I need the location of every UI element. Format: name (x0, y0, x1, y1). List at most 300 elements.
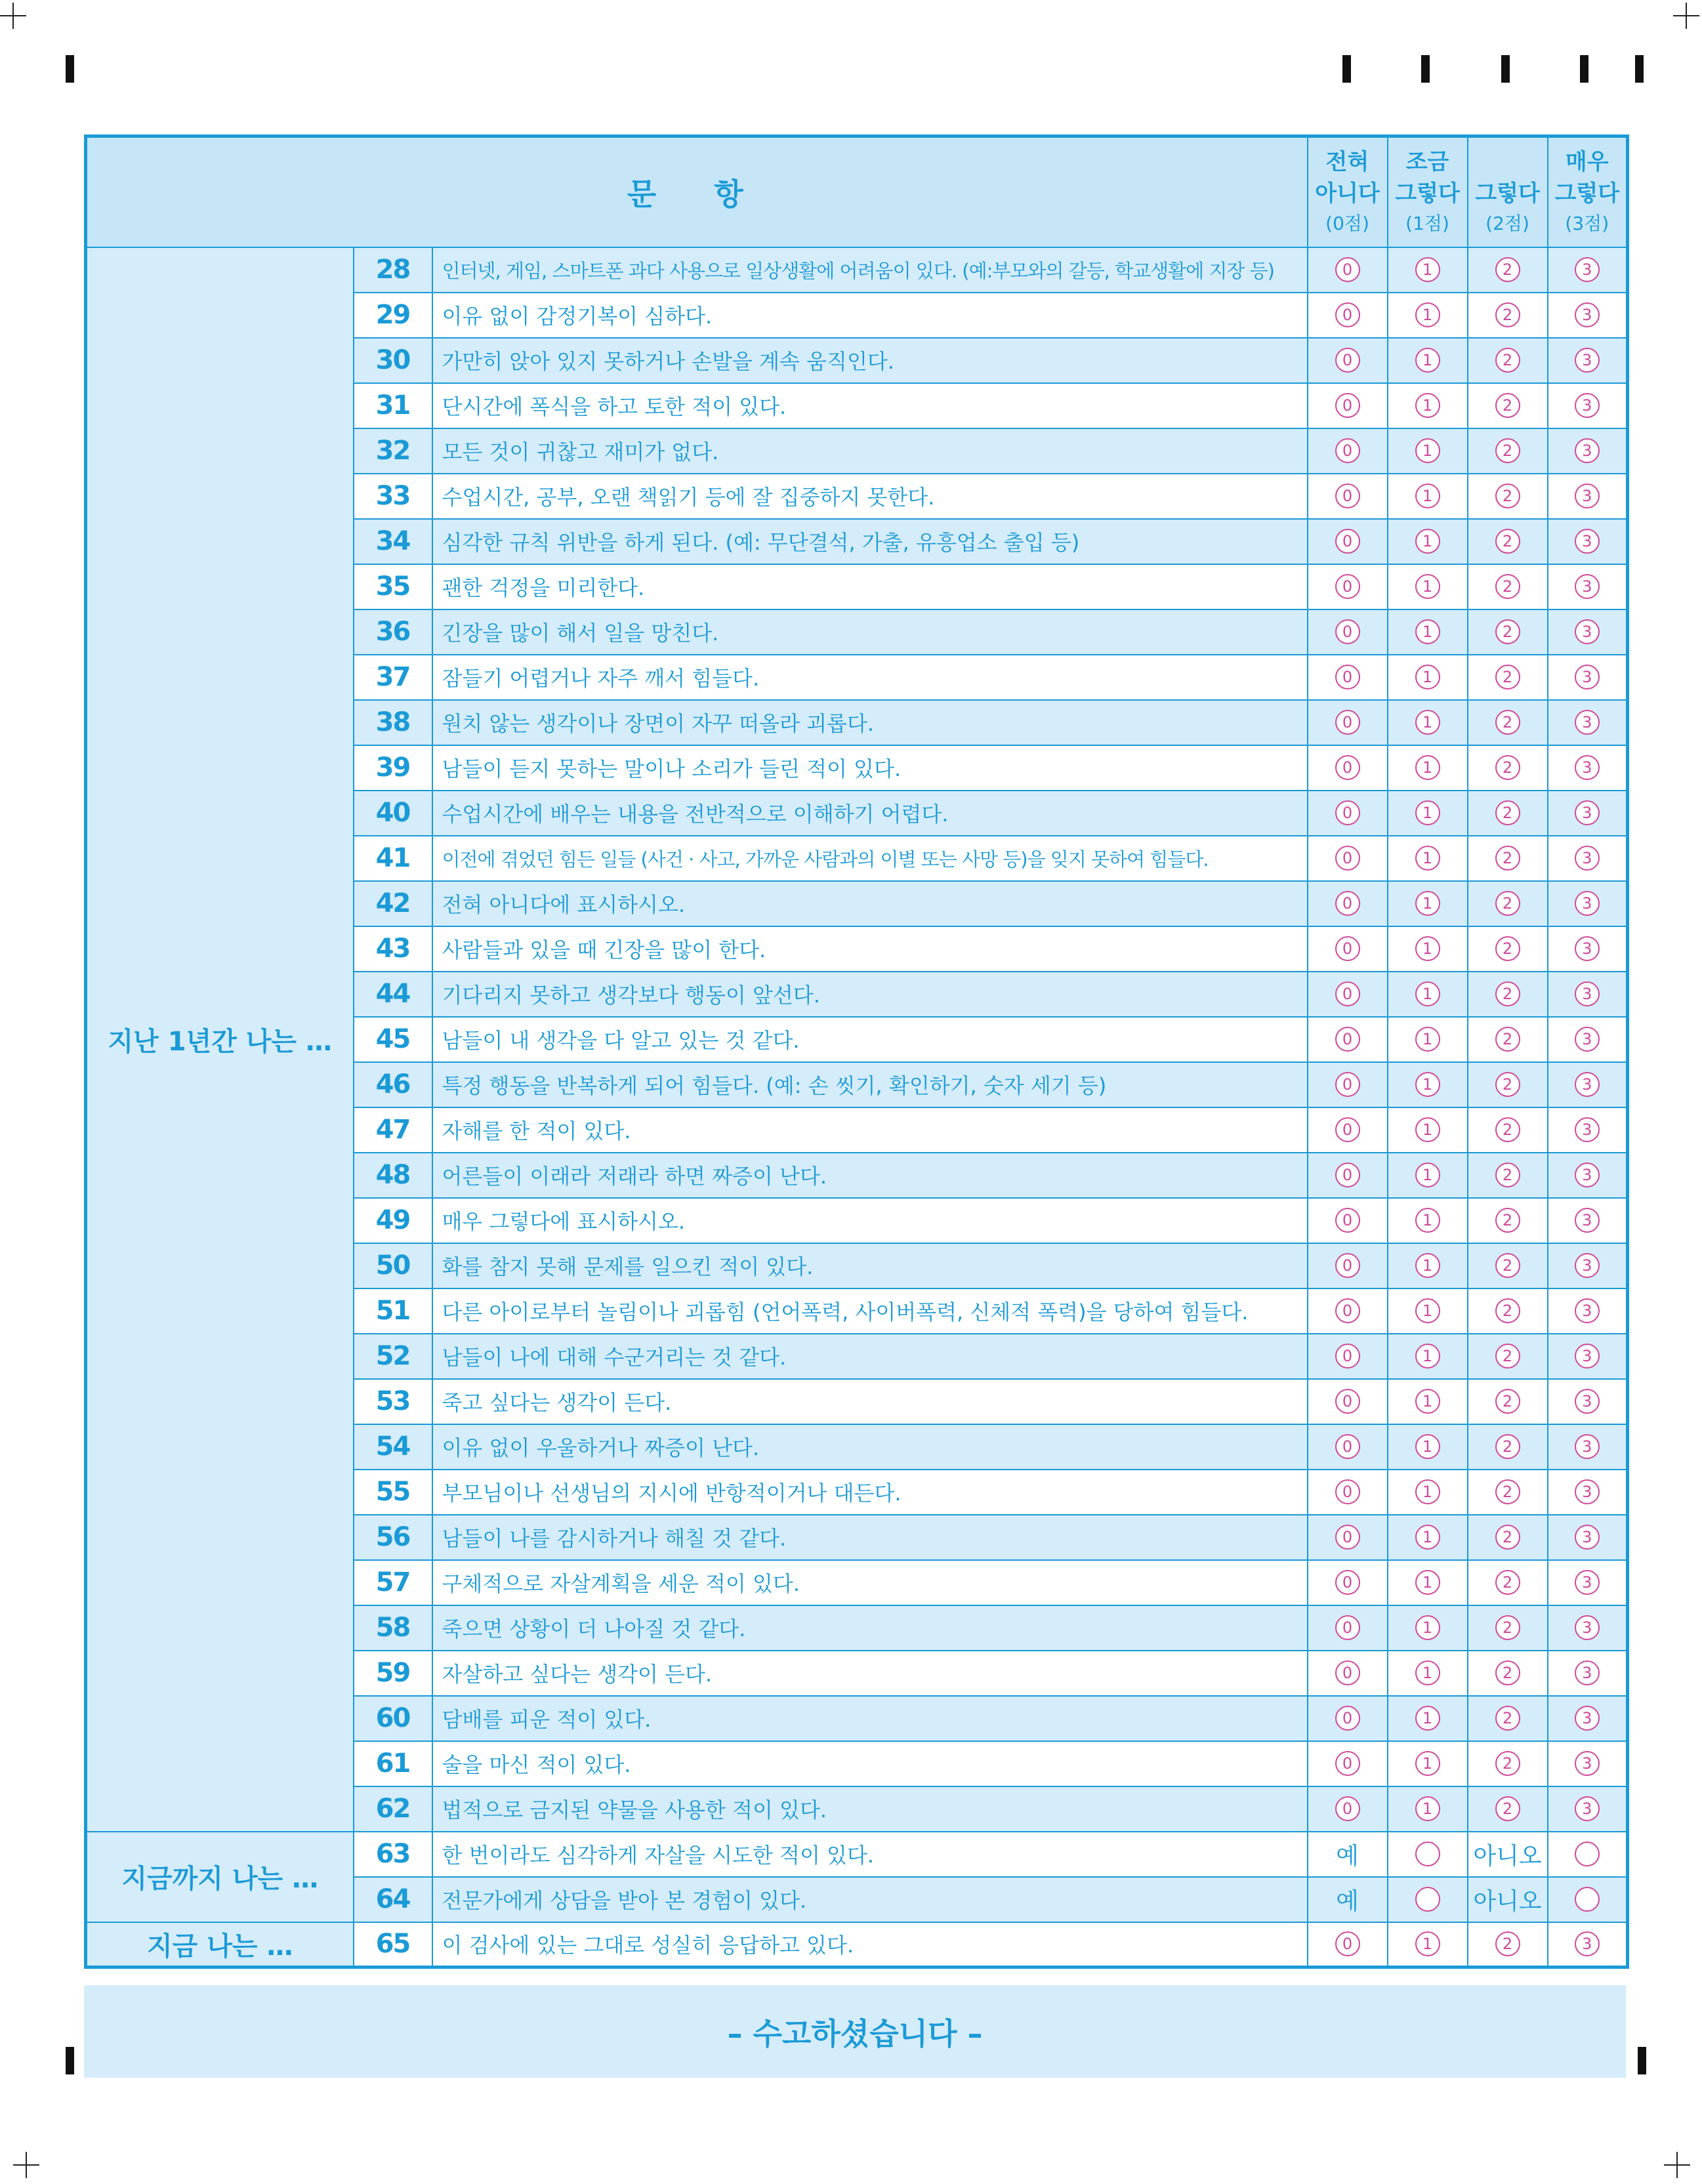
answer-cell (1548, 1424, 1628, 1470)
answer-bubble-0[interactable]: 0 (1335, 1660, 1360, 1685)
answer-bubble-0[interactable]: 0 (1335, 891, 1360, 916)
question-text: 남들이 듣지 못하는 말이나 소리가 들린 적이 있다. (432, 745, 1308, 791)
question-number: 43 (354, 926, 432, 972)
answer-bubble-0[interactable]: 0 (1335, 755, 1360, 780)
question-text: 이 검사에 있는 그대로 성실히 응답하고 있다. (432, 1922, 1308, 1968)
answer-bubble-2[interactable]: 2 (1495, 529, 1520, 554)
answer-bubble-0[interactable]: 0 (1335, 1298, 1360, 1323)
answer-bubble-3[interactable]: 3 (1575, 257, 1600, 282)
question-rows (86, 247, 1628, 1968)
answer-cell (1308, 1741, 1388, 1786)
answer-bubble-1[interactable]: 1 (1415, 1525, 1440, 1550)
answer-bubble-2[interactable]: 2 (1495, 800, 1520, 825)
question-text: 자해를 한 적이 있다. (432, 1107, 1308, 1153)
answer-cell (1308, 836, 1388, 881)
answer-cell (1468, 474, 1548, 519)
answer-bubble-0[interactable]: 0 (1335, 936, 1360, 961)
answer-bubble-1[interactable]: 1 (1415, 1615, 1440, 1640)
answer-bubble-0[interactable]: 0 (1335, 1117, 1360, 1142)
answer-cell (1548, 1153, 1628, 1198)
answer-cell (1308, 1107, 1388, 1153)
question-number: 37 (354, 655, 432, 700)
answer-bubble-0[interactable]: 0 (1335, 438, 1360, 463)
answer-cell (1388, 1288, 1468, 1334)
answer-bubble-1[interactable]: 1 (1415, 1931, 1440, 1956)
answer-cell (1468, 519, 1548, 564)
answer-bubble-3[interactable]: 3 (1575, 1434, 1600, 1459)
answer-bubble-3[interactable]: 3 (1575, 574, 1600, 599)
answer-bubble-3[interactable]: 3 (1575, 302, 1600, 327)
answer-cell (1468, 383, 1548, 428)
answer-cell (1468, 655, 1548, 700)
answer-bubble-1[interactable]: 1 (1415, 981, 1440, 1006)
answer-cell (1308, 1560, 1388, 1605)
answer-cell (1308, 609, 1388, 655)
question-text: 인터넷, 게임, 스마트폰 과다 사용으로 일상생활에 어려움이 있다. (예:부모와의 갈등, 학교생활에 지장 등) (432, 247, 1308, 293)
answer-bubble-3[interactable]: 3 (1575, 1253, 1600, 1278)
answer-cell (1548, 338, 1628, 383)
answer-cell (1468, 836, 1548, 881)
answer-cell (1468, 1107, 1548, 1153)
answer-bubble-3[interactable]: 3 (1575, 393, 1600, 418)
answer-bubble-3[interactable]: 3 (1575, 1706, 1600, 1731)
question-number: 32 (354, 428, 432, 474)
answer-cell (1388, 1877, 1468, 1922)
question-text: 한 번이라도 심각하게 자살을 시도한 적이 있다. (432, 1832, 1308, 1877)
answer-bubble-1[interactable]: 1 (1415, 710, 1440, 735)
yes-bubble[interactable] (1415, 1887, 1440, 1912)
answer-bubble-1[interactable]: 1 (1415, 1434, 1440, 1459)
answer-cell (1388, 745, 1468, 791)
answer-bubble-1[interactable]: 1 (1415, 936, 1440, 961)
answer-bubble-0[interactable]: 0 (1335, 981, 1360, 1006)
answer-bubble-1[interactable]: 1 (1415, 529, 1440, 554)
answer-bubble-3[interactable]: 3 (1575, 438, 1600, 463)
answer-cell (1308, 1288, 1388, 1334)
answer-bubble-0[interactable]: 0 (1335, 1389, 1360, 1414)
answer-cell (1468, 1605, 1548, 1651)
question-text: 자살하고 싶다는 생각이 든다. (432, 1651, 1308, 1696)
answer-bubble-0[interactable]: 0 (1335, 1344, 1360, 1369)
answer-bubble-1[interactable]: 1 (1415, 1479, 1440, 1504)
answer-bubble-2[interactable]: 2 (1495, 846, 1520, 871)
answer-bubble-0[interactable]: 0 (1335, 302, 1360, 327)
answer-cell (1548, 1017, 1628, 1062)
answer-bubble-1[interactable]: 1 (1415, 1796, 1440, 1821)
question-number: 29 (354, 293, 432, 338)
question-text: 특정 행동을 반복하게 되어 힘들다. (예: 손 씻기, 확인하기, 숫자 세기 등) (432, 1062, 1308, 1107)
answer-bubble-1[interactable]: 1 (1415, 393, 1440, 418)
question-text: 구체적으로 자살계획을 세운 적이 있다. (432, 1560, 1308, 1605)
answer-cell (1388, 1424, 1468, 1470)
option-points: (3점) (1565, 212, 1609, 234)
answer-bubble-2[interactable]: 2 (1495, 891, 1520, 916)
question-text: 매우 그렇다에 표시하시오. (432, 1198, 1308, 1243)
answer-cell (1468, 1922, 1548, 1968)
answer-bubble-3[interactable]: 3 (1575, 1163, 1600, 1187)
answer-bubble-1[interactable]: 1 (1415, 1298, 1440, 1323)
answer-cell (1308, 1153, 1388, 1198)
answer-bubble-0[interactable]: 0 (1335, 574, 1360, 599)
question-number: 35 (354, 564, 432, 609)
answer-cell (1308, 428, 1388, 474)
answer-bubble-1[interactable]: 1 (1415, 438, 1440, 463)
question-number: 41 (354, 836, 432, 881)
answer-bubble-3[interactable]: 3 (1575, 529, 1600, 554)
answer-bubble-2[interactable]: 2 (1495, 710, 1520, 735)
answer-bubble-1[interactable]: 1 (1415, 755, 1440, 780)
answer-bubble-2[interactable]: 2 (1495, 1751, 1520, 1776)
answer-cell (1308, 1696, 1388, 1741)
answer-cell (1548, 428, 1628, 474)
option-points: (1점) (1405, 212, 1449, 234)
answer-cell (1468, 1786, 1548, 1832)
answer-cell (1388, 383, 1468, 428)
answer-bubble-3[interactable]: 3 (1575, 1570, 1600, 1595)
answer-bubble-2[interactable]: 2 (1495, 981, 1520, 1006)
answer-bubble-1[interactable]: 1 (1415, 891, 1440, 916)
question-number: 48 (354, 1153, 432, 1198)
answer-cell (1468, 1424, 1548, 1470)
answer-bubble-3[interactable]: 3 (1575, 484, 1600, 508)
option-line2: 그렇다 (1395, 180, 1460, 207)
answer-bubble-0[interactable]: 0 (1335, 348, 1360, 373)
answer-cell (1548, 247, 1628, 293)
answer-bubble-2[interactable]: 2 (1495, 1796, 1520, 1821)
answer-bubble-2[interactable]: 2 (1495, 1525, 1520, 1550)
question-text: 이유 없이 우울하거나 짜증이 난다. (432, 1424, 1308, 1470)
answer-cell (1388, 700, 1468, 745)
question-text: 남들이 내 생각을 다 알고 있는 것 같다. (432, 1017, 1308, 1062)
answer-bubble-3[interactable]: 3 (1575, 755, 1600, 780)
answer-bubble-3[interactable]: 3 (1575, 619, 1600, 644)
answer-bubble-2[interactable]: 2 (1495, 1615, 1520, 1640)
answer-bubble-2[interactable]: 2 (1495, 1208, 1520, 1233)
answer-cell (1308, 383, 1388, 428)
timing-mark (66, 55, 74, 83)
answer-bubble-2[interactable]: 2 (1495, 484, 1520, 508)
answer-bubble-0[interactable]: 0 (1335, 1796, 1360, 1821)
question-number: 42 (354, 881, 432, 926)
answer-cell (1308, 474, 1388, 519)
answer-bubble-1[interactable]: 1 (1415, 1027, 1440, 1052)
answer-bubble-3[interactable]: 3 (1575, 1072, 1600, 1097)
no-bubble[interactable] (1575, 1842, 1600, 1866)
answer-bubble-1[interactable]: 1 (1415, 1117, 1440, 1142)
answer-cell (1388, 1107, 1468, 1153)
question-text: 술을 마신 적이 있다. (432, 1741, 1308, 1786)
answer-bubble-0[interactable]: 0 (1335, 619, 1360, 644)
answer-bubble-1[interactable]: 1 (1415, 619, 1440, 644)
answer-cell (1308, 519, 1388, 564)
answer-bubble-3[interactable]: 3 (1575, 1525, 1600, 1550)
answer-bubble-3[interactable]: 3 (1575, 1389, 1600, 1414)
answer-bubble-0[interactable]: 0 (1335, 1253, 1360, 1278)
answer-bubble-2[interactable]: 2 (1495, 1027, 1520, 1052)
question-text: 긴장을 많이 해서 일을 망친다. (432, 609, 1308, 655)
answer-cell (1308, 1832, 1388, 1877)
answer-cell (1548, 836, 1628, 881)
answer-bubble-2[interactable]: 2 (1495, 1479, 1520, 1504)
option-line1: 조금 (1405, 148, 1449, 175)
answer-bubble-1[interactable]: 1 (1415, 800, 1440, 825)
answer-bubble-0[interactable]: 0 (1335, 1027, 1360, 1052)
timing-mark (1635, 55, 1644, 83)
answer-cell (1388, 1741, 1468, 1786)
answer-bubble-0[interactable]: 0 (1335, 393, 1360, 418)
question-text: 단시간에 폭식을 하고 토한 적이 있다. (432, 383, 1308, 428)
answer-cell (1308, 655, 1388, 700)
answer-cell (1308, 1651, 1388, 1696)
question-row (86, 247, 1628, 293)
answer-bubble-2[interactable]: 2 (1495, 936, 1520, 961)
answer-cell (1468, 1288, 1548, 1334)
answer-cell (1548, 926, 1628, 972)
answer-bubble-2[interactable]: 2 (1495, 1389, 1520, 1414)
section-label: 지금 나는 … (86, 1922, 354, 1968)
answer-cell (1388, 338, 1468, 383)
answer-cell (1388, 1515, 1468, 1560)
answer-cell (1468, 428, 1548, 474)
answer-bubble-3[interactable]: 3 (1575, 348, 1600, 373)
answer-cell (1548, 293, 1628, 338)
answer-bubble-0[interactable]: 0 (1335, 484, 1360, 508)
answer-cell (1308, 1379, 1388, 1424)
answer-bubble-1[interactable]: 1 (1415, 1389, 1440, 1414)
answer-bubble-1[interactable]: 1 (1415, 665, 1440, 690)
answer-cell (1388, 655, 1468, 700)
answer-cell (1548, 655, 1628, 700)
answer-cell (1308, 564, 1388, 609)
answer-cell (1468, 609, 1548, 655)
answer-bubble-2[interactable]: 2 (1495, 1163, 1520, 1187)
answer-cell (1548, 474, 1628, 519)
answer-bubble-2[interactable]: 2 (1495, 1570, 1520, 1595)
answer-bubble-2[interactable]: 2 (1495, 755, 1520, 780)
question-text: 심각한 규칙 위반을 하게 된다. (예: 무단결석, 가출, 유흥업소 출입 등) (432, 519, 1308, 564)
answer-bubble-0[interactable]: 0 (1335, 800, 1360, 825)
answer-bubble-2[interactable]: 2 (1495, 1253, 1520, 1278)
answer-bubble-1[interactable]: 1 (1415, 1751, 1440, 1776)
answer-cell (1548, 1379, 1628, 1424)
answer-bubble-1[interactable]: 1 (1415, 1344, 1440, 1369)
question-number: 57 (354, 1560, 432, 1605)
answer-bubble-3[interactable]: 3 (1575, 936, 1600, 961)
answer-cell (1548, 1334, 1628, 1379)
answer-bubble-0[interactable]: 0 (1335, 1434, 1360, 1459)
answer-cell (1548, 1515, 1628, 1560)
answer-cell (1468, 1017, 1548, 1062)
yes-bubble[interactable] (1415, 1842, 1440, 1866)
answer-cell (1388, 1334, 1468, 1379)
answer-bubble-3[interactable]: 3 (1575, 1344, 1600, 1369)
answer-bubble-0[interactable]: 0 (1335, 1706, 1360, 1731)
answer-bubble-1[interactable]: 1 (1415, 302, 1440, 327)
answer-cell (1388, 791, 1468, 836)
question-number: 45 (354, 1017, 432, 1062)
answer-cell (1468, 1832, 1548, 1877)
answer-bubble-1[interactable]: 1 (1415, 1570, 1440, 1595)
answer-bubble-0[interactable]: 0 (1335, 1525, 1360, 1550)
answer-bubble-3[interactable]: 3 (1575, 1117, 1600, 1142)
answer-bubble-3[interactable]: 3 (1575, 665, 1600, 690)
answer-cell (1308, 293, 1388, 338)
answer-bubble-1[interactable]: 1 (1415, 348, 1440, 373)
option-header-2 (1468, 136, 1548, 247)
answer-bubble-2[interactable]: 2 (1495, 257, 1520, 282)
answer-bubble-3[interactable]: 3 (1575, 1660, 1600, 1685)
answer-cell (1388, 1922, 1468, 1968)
answer-bubble-2[interactable]: 2 (1495, 1072, 1520, 1097)
question-text: 사람들과 있을 때 긴장을 많이 한다. (432, 926, 1308, 972)
question-number: 63 (354, 1832, 432, 1877)
answer-cell (1548, 383, 1628, 428)
answer-bubble-0[interactable]: 0 (1335, 1615, 1360, 1640)
no-bubble[interactable] (1575, 1887, 1600, 1912)
no-label: 아니오 (1473, 1887, 1542, 1915)
question-number: 30 (354, 338, 432, 383)
question-number: 49 (354, 1198, 432, 1243)
answer-bubble-3[interactable]: 3 (1575, 1027, 1600, 1052)
question-number: 53 (354, 1379, 432, 1424)
answer-cell (1548, 1922, 1628, 1968)
answer-cell (1468, 881, 1548, 926)
answer-bubble-1[interactable]: 1 (1415, 1072, 1440, 1097)
answer-bubble-2[interactable]: 2 (1495, 1660, 1520, 1685)
answer-bubble-2[interactable]: 2 (1495, 1706, 1520, 1731)
answer-bubble-2[interactable]: 2 (1495, 1117, 1520, 1142)
answer-cell (1388, 1786, 1468, 1832)
question-number: 46 (354, 1062, 432, 1107)
question-number: 64 (354, 1877, 432, 1922)
answer-bubble-3[interactable]: 3 (1575, 1931, 1600, 1956)
answer-cell (1468, 1153, 1548, 1198)
answer-bubble-1[interactable]: 1 (1415, 484, 1440, 508)
answer-cell (1308, 1017, 1388, 1062)
answer-bubble-0[interactable]: 0 (1335, 1072, 1360, 1097)
answer-bubble-0[interactable]: 0 (1335, 710, 1360, 735)
answer-bubble-2[interactable]: 2 (1495, 1298, 1520, 1323)
answer-cell (1388, 1470, 1468, 1515)
answer-bubble-1[interactable]: 1 (1415, 1208, 1440, 1233)
answer-bubble-0[interactable]: 0 (1335, 529, 1360, 554)
answer-bubble-2[interactable]: 2 (1495, 438, 1520, 463)
option-line2: 아니다 (1315, 180, 1380, 207)
answer-cell (1548, 972, 1628, 1017)
question-number: 31 (354, 383, 432, 428)
answer-bubble-3[interactable]: 3 (1575, 891, 1600, 916)
answer-bubble-2[interactable]: 2 (1495, 1344, 1520, 1369)
answer-bubble-1[interactable]: 1 (1415, 1253, 1440, 1278)
option-points: (0점) (1325, 212, 1369, 234)
answer-bubble-3[interactable]: 3 (1575, 1751, 1600, 1776)
answer-bubble-3[interactable]: 3 (1575, 1298, 1600, 1323)
answer-bubble-2[interactable]: 2 (1495, 574, 1520, 599)
question-text: 죽으면 상황이 더 나아질 것 같다. (432, 1605, 1308, 1651)
answer-cell (1468, 564, 1548, 609)
answer-bubble-1[interactable]: 1 (1415, 1163, 1440, 1187)
answer-bubble-1[interactable]: 1 (1415, 257, 1440, 282)
answer-cell (1308, 247, 1388, 293)
question-number: 44 (354, 972, 432, 1017)
answer-bubble-2[interactable]: 2 (1495, 1434, 1520, 1459)
answer-bubble-1[interactable]: 1 (1415, 1706, 1440, 1731)
answer-cell (1548, 1062, 1628, 1107)
answer-cell (1388, 1696, 1468, 1741)
question-text: 다른 아이로부터 놀림이나 괴롭힘 (언어폭력, 사이버폭력, 신체적 폭력)을 당하여 힘들다. (432, 1288, 1308, 1334)
answer-bubble-3[interactable]: 3 (1575, 981, 1600, 1006)
answer-cell (1468, 1696, 1548, 1741)
yes-label: 예 (1336, 1887, 1359, 1915)
question-number: 65 (354, 1922, 432, 1968)
answer-bubble-0[interactable]: 0 (1335, 1163, 1360, 1187)
answer-bubble-3[interactable]: 3 (1575, 800, 1600, 825)
answer-cell (1308, 1243, 1388, 1288)
question-number: 60 (354, 1696, 432, 1741)
answer-cell (1548, 1877, 1628, 1922)
question-text: 전혀 아니다에 표시하시오. (432, 881, 1308, 926)
answer-bubble-2[interactable]: 2 (1495, 665, 1520, 690)
answer-bubble-0[interactable]: 0 (1335, 257, 1360, 282)
question-text: 기다리지 못하고 생각보다 행동이 앞선다. (432, 972, 1308, 1017)
answer-bubble-3[interactable]: 3 (1575, 1796, 1600, 1821)
answer-bubble-0[interactable]: 0 (1335, 665, 1360, 690)
answer-cell (1388, 609, 1468, 655)
answer-cell (1468, 338, 1548, 383)
crop-mark (13, 2152, 39, 2178)
answer-bubble-2[interactable]: 2 (1495, 393, 1520, 418)
answer-bubble-0[interactable]: 0 (1335, 1208, 1360, 1233)
answer-cell (1308, 1424, 1388, 1470)
answer-bubble-3[interactable]: 3 (1575, 1208, 1600, 1233)
answer-bubble-1[interactable]: 1 (1415, 1660, 1440, 1685)
answer-bubble-3[interactable]: 3 (1575, 846, 1600, 871)
answer-bubble-0[interactable]: 0 (1335, 1751, 1360, 1776)
question-number: 50 (354, 1243, 432, 1288)
answer-bubble-0[interactable]: 0 (1335, 1479, 1360, 1504)
question-text: 이전에 겪었던 힘든 일들 (사건 · 사고, 가까운 사람과의 이별 또는 사망 등)을 잊지 못하여 힘들다. (432, 836, 1308, 881)
answer-bubble-0[interactable]: 0 (1335, 1570, 1360, 1595)
answer-bubble-2[interactable]: 2 (1495, 302, 1520, 327)
answer-bubble-2[interactable]: 2 (1495, 1931, 1520, 1956)
timing-mark (1501, 55, 1510, 83)
answer-bubble-1[interactable]: 1 (1415, 846, 1440, 871)
answer-bubble-3[interactable]: 3 (1575, 710, 1600, 735)
answer-cell (1548, 745, 1628, 791)
answer-bubble-3[interactable]: 3 (1575, 1615, 1600, 1640)
answer-bubble-2[interactable]: 2 (1495, 619, 1520, 644)
answer-cell (1308, 881, 1388, 926)
option-line1: 전혀 (1325, 148, 1369, 175)
answer-bubble-2[interactable]: 2 (1495, 348, 1520, 373)
answer-bubble-3[interactable]: 3 (1575, 1479, 1600, 1504)
answer-cell (1548, 1470, 1628, 1515)
question-number: 58 (354, 1605, 432, 1651)
answer-cell (1388, 1153, 1468, 1198)
question-number: 34 (354, 519, 432, 564)
answer-bubble-0[interactable]: 0 (1335, 1931, 1360, 1956)
option-header-0 (1308, 136, 1388, 247)
answer-cell (1468, 791, 1548, 836)
answer-bubble-0[interactable]: 0 (1335, 846, 1360, 871)
answer-cell (1548, 1741, 1628, 1786)
questionnaire-table (84, 134, 1629, 1969)
answer-cell (1388, 519, 1468, 564)
question-row (86, 1922, 1628, 1968)
answer-bubble-1[interactable]: 1 (1415, 574, 1440, 599)
option-line1: 매우 (1565, 148, 1609, 175)
question-text: 잠들기 어렵거나 자주 깨서 힘들다. (432, 655, 1308, 700)
